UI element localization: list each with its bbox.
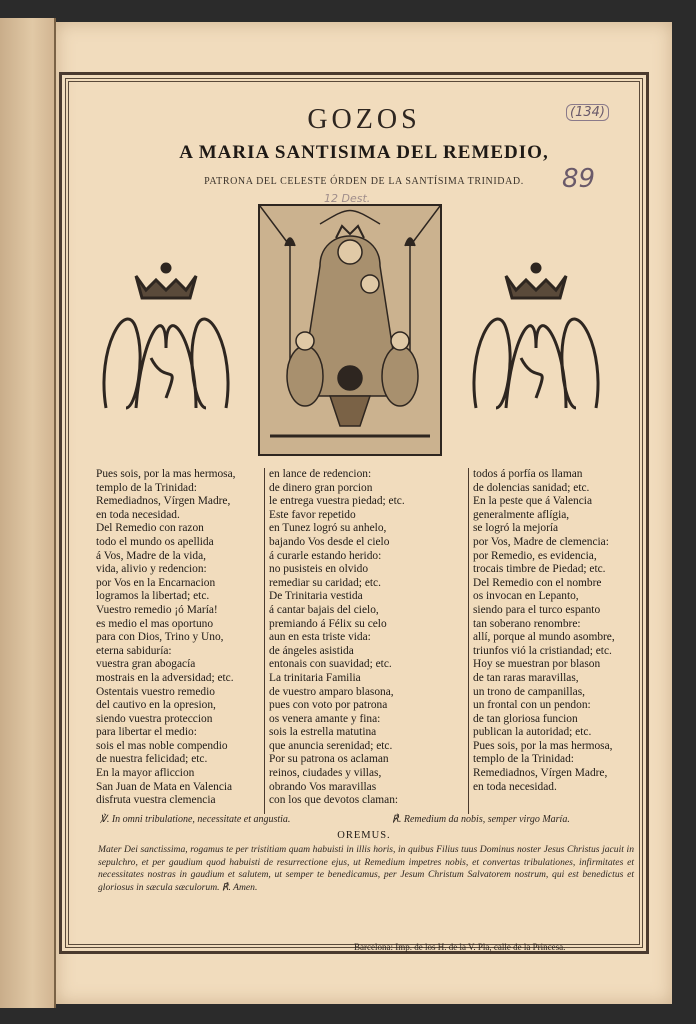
verse-line: vuestra gran abogacía <box>96 658 196 671</box>
handwritten-faint-note: 12 Dest. <box>324 192 371 205</box>
verse-line: Remediadnos, Vírgen Madre, <box>473 767 608 780</box>
verse-line: pues con voto por patrona <box>269 699 388 712</box>
page-title: GOZOS <box>307 104 421 135</box>
verse-line: generalmente aflígia, <box>473 508 570 521</box>
page-subtitle: A MARIA SANTISIMA DEL REMEDIO, <box>179 142 549 163</box>
handwritten-catalog-mark: (134) <box>566 104 609 121</box>
verse-line: le entrega vuestra piedad; etc. <box>269 495 405 508</box>
verse-line: Ostentais vuestro remedio <box>96 685 215 698</box>
verse-line: sois la estrella matutina <box>269 726 377 739</box>
verse-line: del cautivo en la opresion, <box>96 699 216 712</box>
verse-line: no pusisteis en olvido <box>269 563 369 576</box>
verse-line: mostrais en la adversidad; etc. <box>96 671 234 684</box>
verse-line: en toda necesidad. <box>96 508 180 521</box>
verse-line: en toda necesidad. <box>473 780 557 793</box>
verse-line: eterna sabiduría: <box>96 644 172 657</box>
verse-line: Pues sois, por la mas hermosa, <box>96 468 236 480</box>
oremus-heading: OREMUS. <box>337 830 391 841</box>
verse-line: en lance de redencion: <box>269 468 372 480</box>
verse-line: de tan gloriosa funcion <box>473 712 578 725</box>
oremus-prayer: Mater Dei sanctissima, rogamus te per tristitiam quam habuisti in illis horis, in quibus Filius tuus Dominus noster Jesus Christus jacuit in sepulchro, et per gaudium quod habuisti de resurrectione ejus, ut Remedium impetres nobis, et convertas tribulationes, infirmitates et necessitates nostras in gaudium et salutem, ut semper te benedicamus, per Jesum Christum Salvatorem nostrum, qui est benedictus et gloriosus in sæcula sæculorum. ℟. Amen. <box>98 844 634 893</box>
verse-line: triunfos vió la cristiandad; etc. <box>473 644 612 657</box>
verse-line: os invocan en Lepanto, <box>473 590 579 603</box>
verse-line: por Vos, Madre de clemencia: <box>473 535 609 548</box>
printer-imprint: Barcelona: Imp. de los H. de la V. Pla, calle de la Princesa. <box>354 942 566 952</box>
verse-line: La trinitaria Familia <box>269 671 361 684</box>
verse-line: publican la autoridad; etc. <box>473 726 592 739</box>
verse-line: vida, alivio y redencion: <box>96 563 207 576</box>
verse-line: se logró la mejoría <box>473 522 559 535</box>
document-page <box>56 22 672 1004</box>
facing-page-edge <box>0 18 56 1008</box>
verse-line: templo de la Trinidad: <box>473 753 574 766</box>
verse-line: en Tunez logró su anhelo, <box>269 522 387 535</box>
response: ℟. Remedium da nobis, semper virgo María. <box>392 814 570 825</box>
verse-line: siendo vuestra proteccion <box>96 712 213 725</box>
verse-line: á Vos, Madre de la vida, <box>96 549 206 562</box>
verse-columns <box>96 468 636 814</box>
verse-line: un frontal con un pendon: <box>473 699 591 712</box>
verse-line: logramos la libertad; etc. <box>96 590 210 603</box>
verse-line: Del Remedio con razon <box>96 522 204 535</box>
verse-line: tan soberano renombre: <box>473 617 581 630</box>
verse-line: aun en esta triste vida: <box>269 631 371 644</box>
verse-line: Pues sois, por la mas hermosa, <box>473 739 613 752</box>
verse-line: San Juan de Mata en Valencia <box>96 780 233 793</box>
verse-line: De Trinitaria vestida <box>269 590 363 603</box>
verse-line: remediar su caridad; etc. <box>269 576 381 589</box>
verse-line: reinos, ciudades y villas, <box>269 767 382 780</box>
verse-line: siendo para el turco espanto <box>473 603 601 616</box>
verse-line: de dolencias sanidad; etc. <box>473 481 590 494</box>
verse-line: de dinero gran porcion <box>269 481 373 494</box>
verse-line: por Remedio, es evidencia, <box>473 549 597 562</box>
handwritten-number: 89 <box>562 164 596 194</box>
verse-line: á cantar bajais del cielo, <box>269 603 379 616</box>
verse-line: obrando Vos maravillas <box>269 780 377 793</box>
verse-line: que anuncia serenidad; etc. <box>269 739 393 752</box>
verse-line: En la mayor afliccion <box>96 767 195 780</box>
virgin-woodcut-image <box>258 204 442 456</box>
verse-line: sois el mas noble compendio <box>96 739 228 752</box>
verse-line: trocais timbre de Piedad; etc. <box>473 563 606 576</box>
versicle: ℣. In omni tribulatione, necessitate et angustia. <box>100 814 291 825</box>
verse-column-3 <box>468 468 641 814</box>
verse-line: Este favor repetido <box>269 508 356 521</box>
verse-line: de nuestra felicidad; etc. <box>96 753 208 766</box>
verse-line: de ángeles asistida <box>269 644 354 657</box>
verse-line: entonais con suavidad; etc. <box>269 658 392 671</box>
verse-line: es medio el mas oportuno <box>96 617 214 630</box>
verse-line: disfruta vuestra clemencia <box>96 794 216 807</box>
verse-line: bajando Vos desde el cielo <box>269 535 390 548</box>
verse-line: á curarle estando herido: <box>269 549 382 562</box>
verse-line: de vuestro amparo blasona, <box>269 685 394 698</box>
verse-line: para libertar el medio: <box>96 726 197 739</box>
verse-line: premiando á Félix su celo <box>269 617 387 630</box>
verse-line: todos á porfía os llaman <box>473 468 583 480</box>
verse-column-1 <box>96 468 260 814</box>
verse-line: Remediadnos, Vírgen Madre, <box>96 495 231 508</box>
page-tagline: PATRONA DEL CELESTE ÓRDEN DE LA SANTÍSIMA TRINIDAD. <box>204 176 524 187</box>
verse-line: templo de la Trinidad: <box>96 481 197 494</box>
verse-line: Hoy se muestran por blason <box>473 658 601 671</box>
marian-monogram-left <box>96 258 236 418</box>
verse-line: por Vos en la Encarnacion <box>96 576 216 589</box>
verse-line: allí, porque al mundo asombre, <box>473 631 615 644</box>
verse-line: os venera amante y fina: <box>269 712 381 725</box>
verse-line: Por su patrona os aclaman <box>269 753 389 766</box>
verse-line: todo el mundo os apellida <box>96 535 214 548</box>
verse-line: un trono de campanillas, <box>473 685 585 698</box>
verse-line: En la peste que á Valencia <box>473 495 593 508</box>
verse-line: Del Remedio con el nombre <box>473 576 602 589</box>
verse-column-2 <box>264 468 433 814</box>
verse-line: con los que devotos claman: <box>269 794 399 807</box>
marian-monogram-right <box>466 258 606 418</box>
verse-line: de tan raras maravillas, <box>473 671 579 684</box>
verse-line: Vuestro remedio ¡ó María! <box>96 603 218 616</box>
verse-line: para con Dios, Trino y Uno, <box>96 631 224 644</box>
